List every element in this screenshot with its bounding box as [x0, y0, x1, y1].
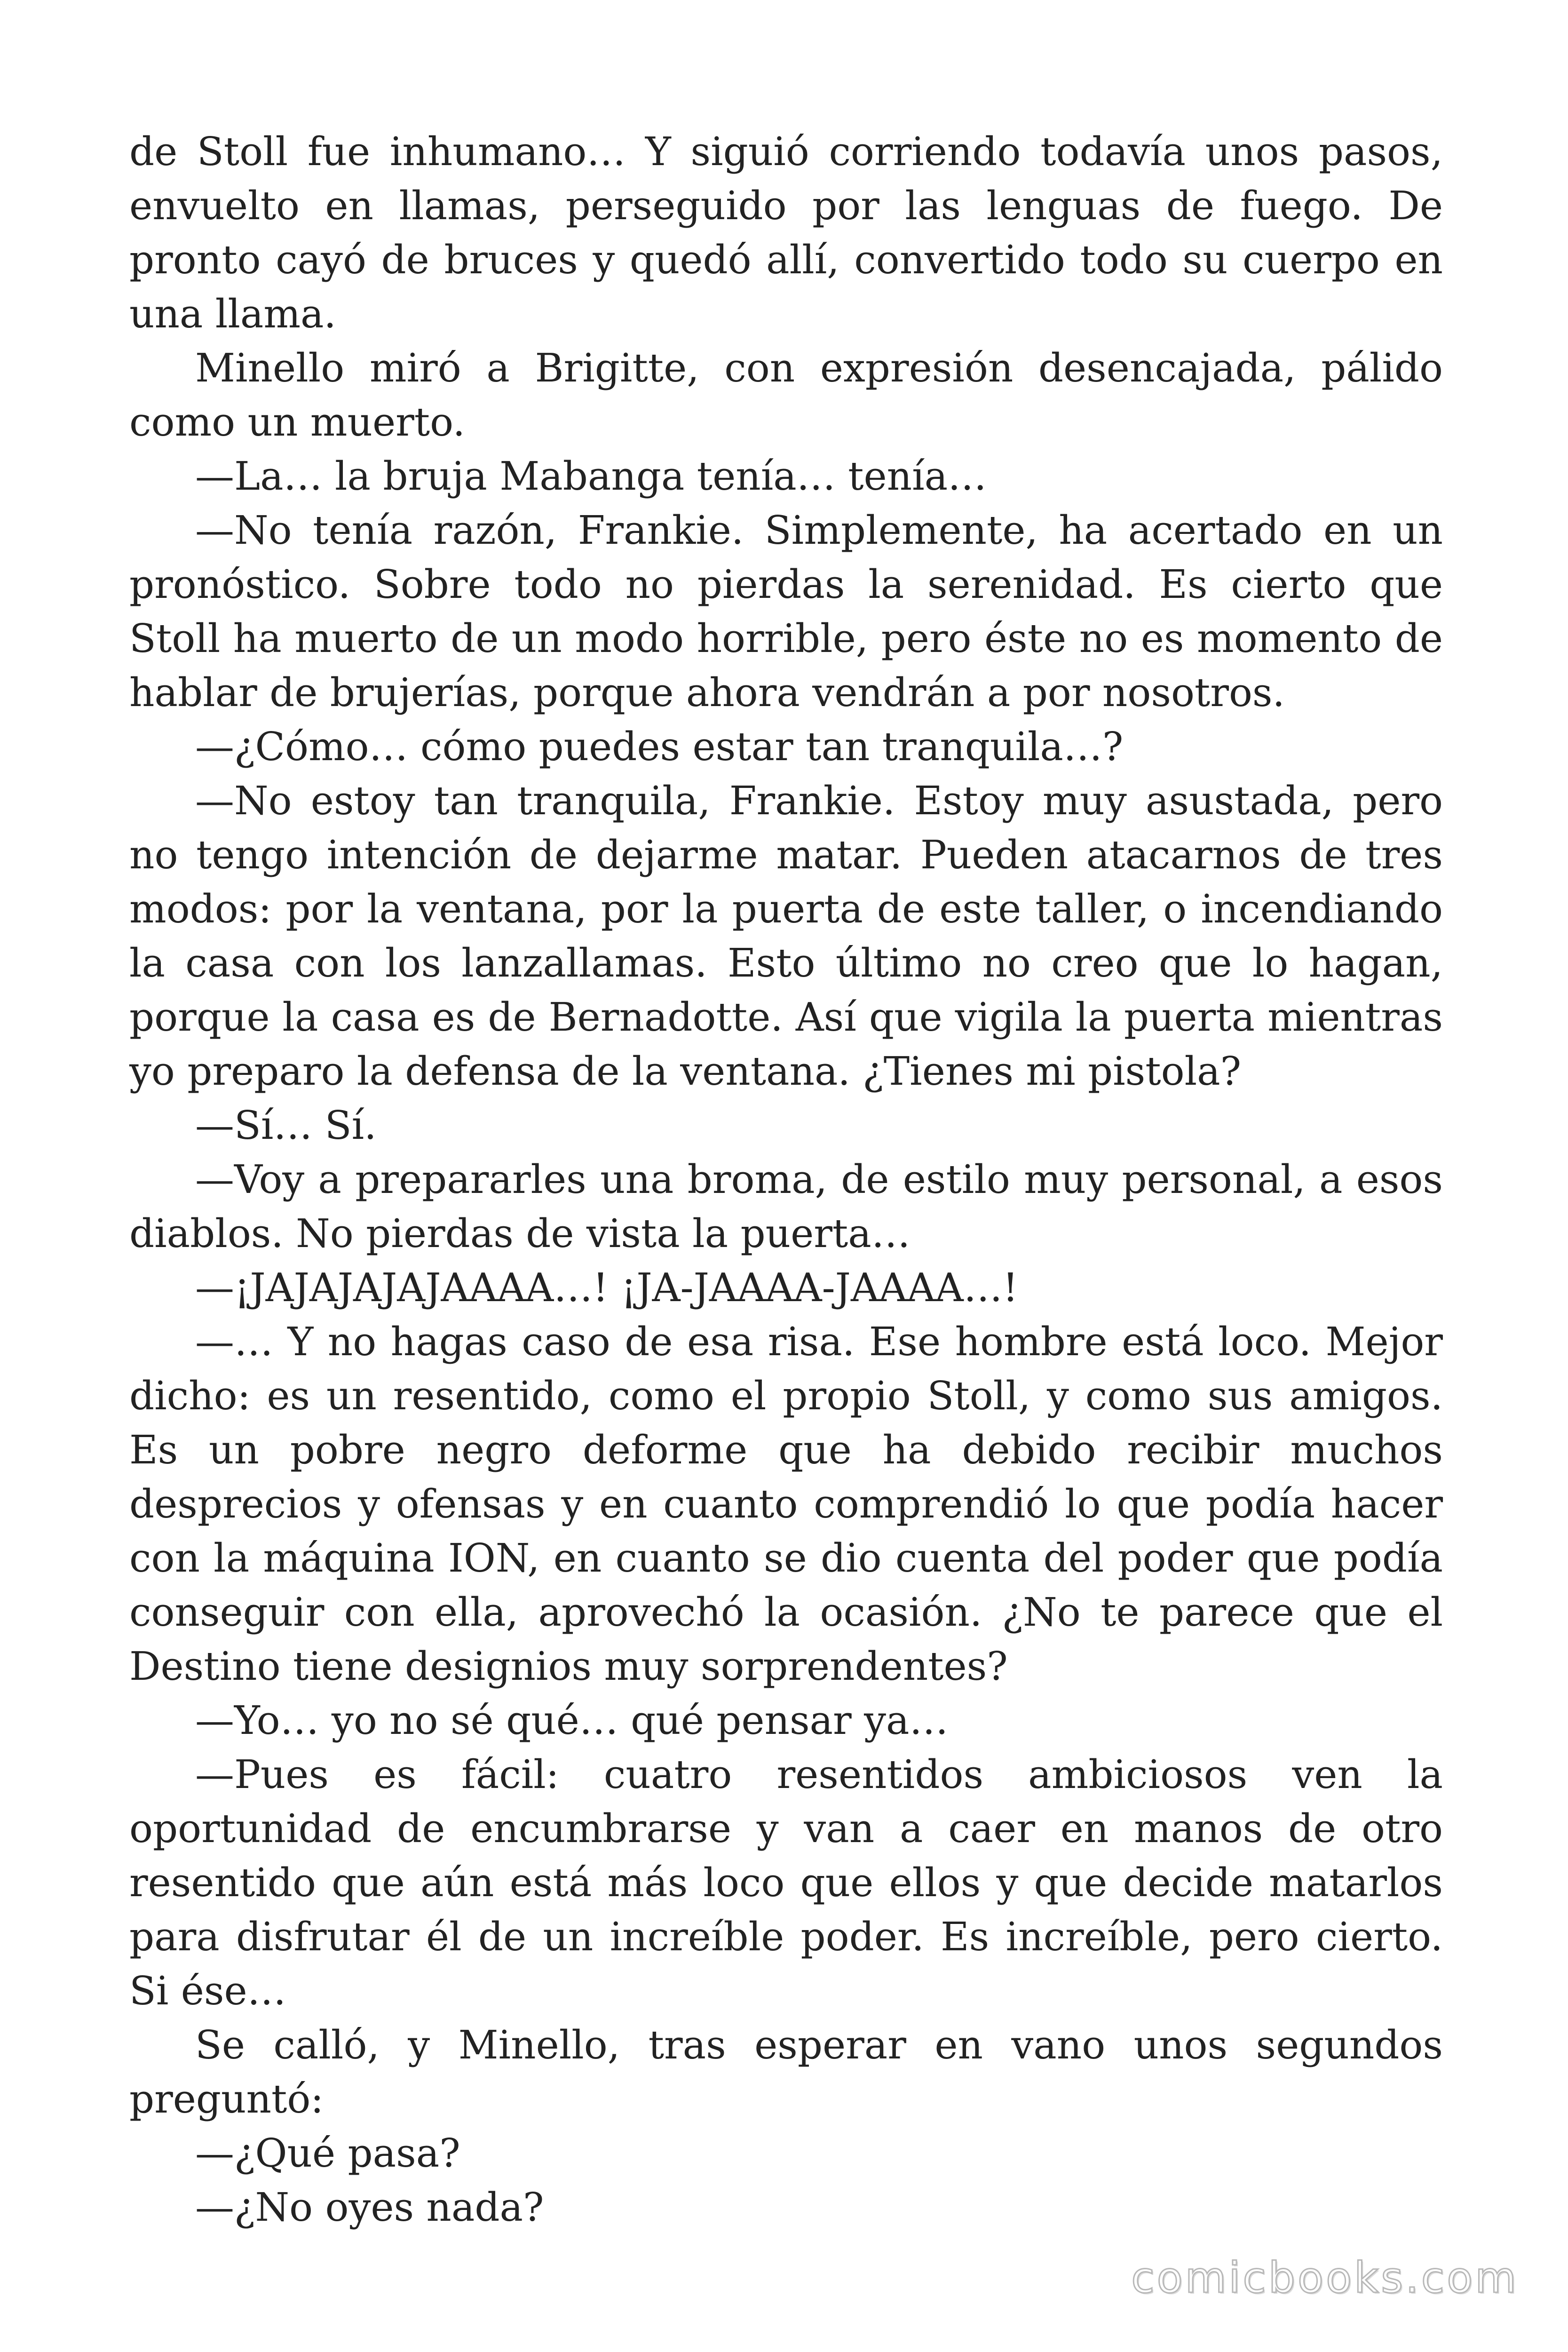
paragraph: —¿No oyes nada? — [195, 2185, 544, 2230]
page-text — [129, 125, 1443, 2234]
paragraph: —No estoy tan tranquila, Frankie. Estoy muy asustada, pero no tengo intención de dejarme matar. Pueden atacarnos de tres modos: por la ventana, por la puerta de este taller, o incendiando la casa con los lanzallamas. Esto último no creo que lo hagan, porque la casa es de Bernadotte. Así que vigila la puerta mientras yo preparo la defensa de la ventana. ¿Tienes mi pistola? — [129, 778, 1443, 1094]
paragraph: —Yo… yo no sé qué… qué pensar ya… — [195, 1698, 949, 1743]
paragraph: —¡JAJAJAJAJAAAA…! ¡JA-JAAAA-JAAAA…! — [195, 1265, 1019, 1311]
paragraph: Se calló, y Minello, tras esperar en vano unos segundos preguntó: — [129, 2022, 1443, 2122]
watermark-text: comicbooks.com — [1131, 2253, 1519, 2303]
paragraph: —La… la bruja Mabanga tenía… tenía… — [195, 453, 987, 499]
paragraph: de Stoll fue inhumano… Y siguió corriendo todavía unos pasos, envuelto en llamas, perseguido por las lenguas de fuego. De pronto cayó de bruces y quedó allí, convertido todo su cuerpo en una llama. — [129, 129, 1443, 337]
paragraph: —¿Qué pasa? — [195, 2130, 460, 2176]
paragraph: —Voy a prepararles una broma, de estilo muy personal, a esos diablos. No pierdas de vista la puerta… — [129, 1157, 1443, 1256]
paragraph: —… Y no hagas caso de esa risa. Ese hombre está loco. Mejor dicho: es un resentido, como el propio Stoll, y como sus amigos. Es un pobre negro deforme que ha debido recibir muchos desprecios y ofensas y en cuanto comprendió lo que podía hacer con la máquina ION, en cuanto se dio cuenta del poder que podía conseguir con ella, aprovechó la ocasión. ¿No te parece que el Destino tiene designios muy sorprendentes? — [129, 1319, 1443, 1689]
paragraph: —Pues es fácil: cuatro resentidos ambiciosos ven la oportunidad de encumbrarse y van a caer en manos de otro resentido que aún está más loco que ellos y que decide matarlos para disfrutar él de un increíble poder. Es increíble, pero cierto. Si ése… — [129, 1752, 1443, 2014]
paragraph: —¿Cómo… cómo puedes estar tan tranquila…? — [195, 724, 1124, 770]
paragraph: —No tenía razón, Frankie. Simplemente, ha acertado en un pronóstico. Sobre todo no pierdas la serenidad. Es cierto que Stoll ha muerto de un modo horrible, pero éste no es momento de hablar de brujerías, porque ahora vendrán a por nosotros. — [129, 508, 1443, 715]
paragraph: Minello miró a Brigitte, con expresión desencajada, pálido como un muerto. — [129, 345, 1443, 445]
paragraph: —Sí… Sí. — [195, 1103, 377, 1148]
